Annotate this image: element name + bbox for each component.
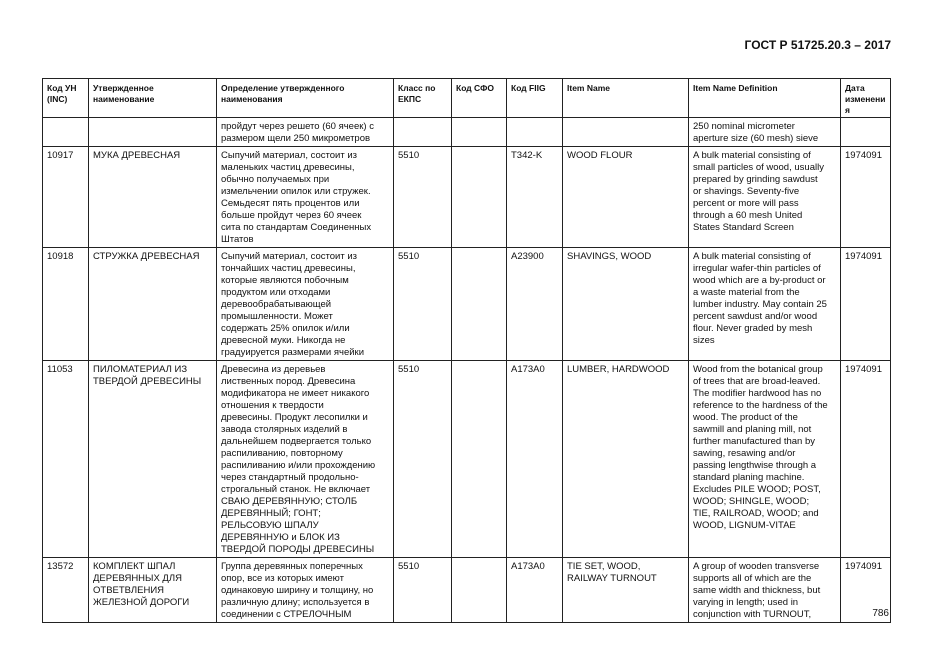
cell-date: 1974091 (841, 147, 891, 248)
table-row (43, 558, 891, 623)
cell-fiig: A23900 (507, 248, 563, 361)
cell-class (394, 118, 452, 147)
cell-definition-ru: Сыпучий материал, состоит из маленьких частиц древесины, обычно получаемых при измельчении опилок или стружек. Семьдесят пять процентов или больше пройдут через 60 ячеек сита по стандартам Соединенных Штатов (217, 147, 394, 248)
cell-item-name: SHAVINGS, WOOD (563, 248, 689, 361)
data-table (42, 78, 891, 623)
cell-name-ru: ПИЛОМАТЕРИАЛ ИЗ ТВЕРДОЙ ДРЕВЕСИНЫ (89, 361, 217, 558)
table-row-continuation (43, 118, 891, 147)
col-header-definition-ru: Определение утвержденного наименования (217, 79, 394, 118)
cell-date: 1974091 (841, 248, 891, 361)
cell-definition-en: Wood from the botanical group of trees that are broad-leaved. The modifier hardwood has no reference to the hardness of the wood. The product of the sawmill and planing mill, not further manufactured than by sawing, resawing and/or passing lengthwise through a standard planing machine. Excludes PILE WOOD; POST, WOOD; SHINGLE, WOOD; TIE, RAILROAD, WOOD; and WOOD, LIGNUM-VITAE (689, 361, 841, 558)
cell-fiig: T342-K (507, 147, 563, 248)
cell-inc: 11053 (43, 361, 89, 558)
cell-definition-en: A bulk material consisting of irregular wafer-thin particles of wood which are a by-product or a waste material from the lumber industry. May contain 25 percent sawdust and/or wood flour. Never graded by mesh sizes (689, 248, 841, 361)
cell-fiig: A173A0 (507, 558, 563, 623)
col-header-name-ru: Утвержденное наименование (89, 79, 217, 118)
cell-class: 5510 (394, 248, 452, 361)
cell-definition-ru: Сыпучий материал, состоит из тончайших частиц древесины, которые являются побочным продуктом или отходами деревообрабатывающей промышленности. Может содержать 25% опилок и/или древесной муки. Никогда не градуируется размерами ячейки (217, 248, 394, 361)
cell-sfo (452, 361, 507, 558)
cell-inc (43, 118, 89, 147)
cell-definition-en: 250 nominal micrometer aperture size (60 mesh) sieve (689, 118, 841, 147)
col-header-inc: Код УН (INC) (43, 79, 89, 118)
cell-date (841, 118, 891, 147)
cell-fiig: A173A0 (507, 361, 563, 558)
document-header: ГОСТ Р 51725.20.3 – 2017 (744, 38, 891, 52)
cell-date: 1974091 (841, 558, 891, 623)
table-row (43, 147, 891, 248)
table-header-row (43, 79, 891, 118)
cell-class: 5510 (394, 558, 452, 623)
cell-sfo (452, 147, 507, 248)
cell-date: 1974091 (841, 361, 891, 558)
cell-item-name: WOOD FLOUR (563, 147, 689, 248)
cell-inc: 10917 (43, 147, 89, 248)
cell-class: 5510 (394, 361, 452, 558)
table-row (43, 361, 891, 558)
cell-inc: 13572 (43, 558, 89, 623)
col-header-sfo: Код СФО (452, 79, 507, 118)
cell-name-ru (89, 118, 217, 147)
cell-sfo (452, 248, 507, 361)
cell-definition-ru: Древесина из деревьев лиственных пород. Древесина модификатора не имеет никакого отношения к твердости древесины. Продукт лесопилки и завода столярных изделий в дальнейшем подвергается только распиливанию, повторному распиливанию и/или прохождению через стандартный продольно- строгальный станок. Не включает СВАЮ ДЕРЕВЯННУЮ; СТОЛБ ДЕРЕВЯННЫЙ; ГОНТ; РЕЛЬСОВУЮ ШПАЛУ ДЕРЕВЯННУЮ и БЛОК ИЗ ТВЕРДОЙ ПОРОДЫ ДРЕВЕСИНЫ (217, 361, 394, 558)
page-number: 786 (872, 608, 889, 619)
cell-name-ru: МУКА ДРЕВЕСНАЯ (89, 147, 217, 248)
cell-fiig (507, 118, 563, 147)
cell-definition-en: A group of wooden transverse supports all of which are the same width and thickness, but varying in length; used in conjunction with TURNOUT, (689, 558, 841, 623)
col-header-fiig: Код FIIG (507, 79, 563, 118)
col-header-class: Класс по ЕКПС (394, 79, 452, 118)
cell-sfo (452, 118, 507, 147)
cell-item-name: TIE SET, WOOD, RAILWAY TURNOUT (563, 558, 689, 623)
table-row (43, 248, 891, 361)
cell-item-name (563, 118, 689, 147)
col-header-definition-en: Item Name Definition (689, 79, 841, 118)
cell-name-ru: КОМПЛЕКТ ШПАЛ ДЕРЕВЯННЫХ ДЛЯ ОТВЕТВЛЕНИЯ ЖЕЛЕЗНОЙ ДОРОГИ (89, 558, 217, 623)
cell-sfo (452, 558, 507, 623)
col-header-item-name: Item Name (563, 79, 689, 118)
cell-name-ru: СТРУЖКА ДРЕВЕСНАЯ (89, 248, 217, 361)
cell-item-name: LUMBER, HARDWOOD (563, 361, 689, 558)
col-header-date: Дата изменения (841, 79, 891, 118)
cell-class: 5510 (394, 147, 452, 248)
cell-definition-ru: Группа деревянных поперечных опор, все из которых имеют одинаковую ширину и толщину, но различную длину; используется в соединении с СТРЕЛОЧНЫМ (217, 558, 394, 623)
cell-definition-en: A bulk material consisting of small particles of wood, usually prepared by grinding sawdust or shavings. Seventy-five percent or more will pass through a 60 mesh United States Standard Screen (689, 147, 841, 248)
cell-definition-ru: пройдут через решето (60 ячеек) с размером щели 250 микрометров (217, 118, 394, 147)
cell-inc: 10918 (43, 248, 89, 361)
